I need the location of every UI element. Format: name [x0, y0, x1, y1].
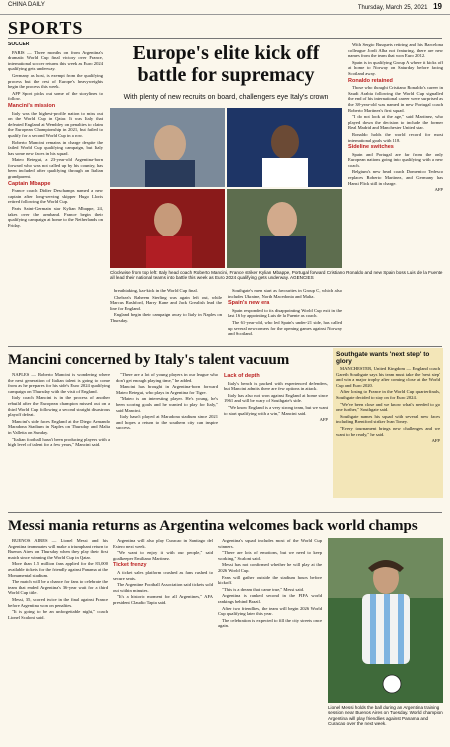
subhead: Mancini's mission — [8, 102, 56, 109]
messi-headline: Messi mania returns as Argentina welcomes back world champs — [8, 518, 418, 534]
paragraph: "This is a dream that came true," Messi said. — [222, 586, 305, 592]
paragraph: The celebration is expected to fill the city streets once again. — [218, 617, 322, 629]
paragraph: "It's a historic moment for all Argentines," AFA president Claudio Tapia said. — [113, 594, 213, 605]
paragraph: Italy has also not won against England at home since 1961 and will be wary of Southgate's side. — [224, 392, 328, 404]
main-headline: Europe's elite kick off battle for supremacy — [132, 42, 320, 86]
page-header — [0, 0, 450, 15]
paragraph: Messi, 35, scored twice in the final against France before Argentina won on penalties. — [8, 596, 108, 608]
paragraph: Italy's bench is packed with experienced defenders, but Mancini admits there are few options in attack. — [224, 380, 328, 392]
paragraph: England begin their campaign away to Italy in Naples on Thursday. — [110, 312, 222, 323]
paragraph: Italy was the highest-profile nation to miss out on the World Cup in Qatar. It was Italy that defeated England at Wembley on penalties to claim the European Championship in 2021, but failed to qualify for a second World Cup in a row. — [8, 110, 103, 138]
paragraph: Belgium's new head coach Domenico Tedesco replaces Roberto Martinez, and Germany has Hansi Flick still in charge. — [348, 169, 443, 186]
paragraph: With Sergio Busquets retiring and his Barcelona colleague Jordi Alba not featuring, there are new names from the team that won Euro 2012. — [348, 42, 443, 59]
collage-image — [110, 108, 342, 268]
paragraph: Chelsea's Raheem Sterling was again left out, while Marcus Rashford, Harry Kane and Jack Grealish lead the line for England. — [110, 294, 222, 311]
kicker: SOCCER — [8, 42, 30, 47]
paragraph: Roberto Mancini remains in charge despite the failed World Cup qualifying campaign, but Italy has some new faces in his squad. — [8, 139, 103, 156]
subhead: Sideline switches — [348, 144, 394, 151]
paragraph: Spain is in qualifying Group A where it kicks off at home to Norway on Saturday before facing Scotland away. — [348, 59, 443, 76]
box-text — [336, 366, 440, 494]
paragraph: BUENOS AIRES — Lionel Messi and his Argentina teammates will make a triumphant return to Buenos Aires on Thursday when they play their first match since winning the World Cup in Qatar. — [8, 538, 108, 560]
paragraph: Those who thought Cristiano Ronaldo's career in Saudi Arabia following the World Cup signalled the end of his international career were surprised as the 38-year-old was named in new Portugal coach Roberto Martinez's first squad. — [348, 85, 443, 113]
brand-name: CHINA DAILY — [8, 2, 45, 8]
paragraph: PARIS — Three months on from Argentina's dramatic World Cup final victory over France, international soccer returns this week as Euro 2024 qualifying gets underway. — [8, 49, 103, 72]
paragraph: Spain responded to its disappointing World Cup exit in the last 16 by appointing Luis de la Fuente as coach. — [228, 307, 342, 319]
main-deck: With plenty of new recruits on board, challengers eye Italy's crown — [123, 94, 329, 101]
left-column — [8, 42, 103, 342]
messi-photo — [328, 538, 443, 703]
photo-caption: Clockwise from top left: Italy head coach Roberto Mancini, France striker Kylian Mbappe, Portugal forward Cristiano Ronaldo and new Spain boss Luis de la Fuente all lead their national teams into battle this week as Euro 2024 qualifying gets underway. AGENCIES — [110, 270, 443, 281]
paragraph: Southgate's men start as favourites in Group C, which also includes Ukraine, North Macedonia and Malta. — [228, 288, 342, 299]
paragraph: Fans will gather outside the stadium hours before kickoff. — [218, 574, 322, 586]
messi-caption: Lionel Messi holds the ball during an Argentina training session near Buenos Aires on Tuesday. World champion Argentina will play friendlies against Panama and Curacao over the next week. — [328, 705, 443, 727]
mancini-col-3 — [224, 372, 328, 506]
paragraph: Spain and Portugal are far from the only European nations going into qualifying with a new coach. — [348, 151, 443, 168]
divider — [8, 512, 442, 513]
brand-label — [8, 2, 45, 8]
date-page — [358, 2, 442, 11]
mancini-col-2 — [116, 372, 218, 506]
paragraph: breathtaking, kar-kick in the World Cup final. — [114, 288, 198, 293]
main-col-2 — [228, 288, 342, 340]
paragraph: Italy coach Mancini is in the process of another rebuild after the European champion missed out on a third World Cup following a second straight disastrous playoff defeat. — [8, 395, 110, 418]
paragraph: NAPLES — Roberto Mancini is wondering where the next generation of Italian talent is going to come from as he prepares for his side's Euro 2024 qualifying campaign on Thursday with the visit of England. — [8, 372, 110, 394]
paragraph: After losing to France in the World Cup quarterfinals, Southgate decided to stay on for Euro 2024. — [336, 389, 440, 400]
southgate-box — [333, 348, 443, 498]
paragraph: "Italian football hasn't been producing players with a high level of talent for a few years," Mancini said. — [8, 436, 110, 448]
paragraph: Argentina's squad includes most of the World Cup winners. — [218, 538, 322, 549]
paragraph: A ticket sales platform crashed as fans rushed to secure seats. — [113, 569, 213, 581]
paragraph: "We want to enjoy it with our people," said goalkeeper Emiliano Martinez. — [113, 550, 213, 561]
paragraph: Paris Saint-Germain star Kylian Mbappe, 24, takes over the armband. France begin their qualifying campaign at home to the Netherlands on Friday. — [8, 206, 103, 228]
paragraph: Argentina is ranked second in the FIFA world rankings behind Brazil. — [218, 593, 322, 604]
messi-col-3 — [218, 538, 322, 742]
paragraph: France coach Didier Deschamps named a new captain after long-serving skipper Hugo Lloris retired following the World Cup. — [8, 188, 103, 205]
paragraph: Messi has not confirmed whether he will play at the 2026 World Cup. — [218, 562, 322, 573]
subhead: Ronaldo retained — [348, 77, 393, 84]
paragraph: Argentina will also play Curacao in Santiago del Estero next week. — [113, 538, 213, 549]
paragraph: "There are lots of emotions, but we need to keep working," Scaloni said. — [218, 550, 322, 561]
paragraph: MANCHESTER, United Kingdom — England coach Gareth Southgate says his team must take the 'next step' and win a major trophy after coming close at the World Cup and Euro 2020. — [336, 366, 440, 388]
paragraph: "There are a lot of young players in our league who don't get enough playing time," he added. — [116, 372, 218, 383]
box-title: Southgate wants 'next step' to glory — [336, 351, 430, 365]
paragraph: Mancini has brought in Argentina-born forward Mateo Retegui, who plays in Argentina for Tigre. — [116, 384, 218, 395]
paragraph: "Mateo is an interesting player. He's young, he's been scoring goals and he wanted to play for Italy," said Mancini. — [116, 396, 218, 413]
paragraph: More than 1.5 million fans applied for the 83,000 available tickets for the friendly against Panama at the Monumental stadium. — [8, 561, 108, 578]
divider — [8, 38, 442, 39]
paragraph: The match will be a chance for fans to celebrate the team that ended Argentina's 36-year wait for a third World Cup title. — [8, 579, 108, 596]
subhead: Captain Mbappe — [8, 180, 51, 187]
date-label: Thursday, March 25, 2021 — [357, 5, 428, 11]
divider — [8, 346, 442, 347]
messi-image — [328, 538, 443, 703]
subhead: Ticket frenzy — [113, 562, 147, 569]
credit: AFP — [431, 438, 440, 444]
main-col-1 — [110, 288, 222, 340]
paragraph: "Every tournament brings new challenges and we want to be ready," he said. — [336, 425, 440, 437]
paragraph: "I do not look at the age," said Martinez, who played down the decision to include the former Real Madrid and Manchester United star. — [348, 114, 443, 131]
right-column — [348, 42, 443, 268]
paragraph: The 61-year-old, who led Spain's under-21 side, has called up several newcomers for the opening games against Norway and Scotland. — [228, 319, 342, 337]
paragraph: The Argentine Football Association said tickets sold out within minutes. — [113, 582, 213, 593]
paragraph: AFP Sport picks out some of the storylines to follow. — [8, 90, 103, 102]
messi-col-2 — [113, 538, 213, 742]
paragraph: Southgate names his squad with several new faces including Brentford striker Ivan Toney. — [336, 413, 440, 425]
paragraph: After two friendlies, the team will begin 2026 World Cup qualifying later this year. — [218, 605, 322, 617]
messi-col-1 — [8, 538, 108, 742]
paragraph: Germany as host, is exempt from the qualifying process but the rest of Europe's heavyweights begin the process this week. — [8, 72, 103, 90]
paragraph: "We've been close and we know what's needed to go one further," Southgate said. — [336, 401, 440, 413]
credit: AFP — [434, 187, 443, 193]
paragraph: Ronaldo holds the world record for most international goals with 118. — [348, 131, 443, 143]
photo-collage — [110, 108, 342, 268]
page-number: 19 — [433, 2, 442, 11]
paragraph: Mancini's side faces England at the Diego Armando Maradona Stadium in Naples on Thursday and Malta in Valletta on Sunday. — [8, 418, 110, 435]
subhead: Spain's new era — [228, 300, 270, 307]
paragraph: "We know England is a very strong team, but we want to start qualifying with a win," Mancini said. — [224, 404, 328, 416]
credit: AFP — [319, 417, 328, 423]
paragraph: "It is going to be an unforgettable night," coach Lionel Scaloni said. — [8, 609, 108, 620]
paragraph: Italy hasn't played at Maradona stadium since 2021 and hopes a return to the southern city can inspire success. — [116, 414, 218, 431]
section-title: SPORTS — [8, 18, 84, 38]
mancini-col-1 — [8, 372, 110, 506]
mancini-headline: Mancini concerned by Italy's talent vacuum — [8, 352, 290, 368]
paragraph: Mateo Retegui, a 23-year-old Argentina-born forward who was not called up by his country, has been included after qualifying through an Italian grandparent. — [8, 157, 103, 180]
subhead: Lack of depth — [224, 373, 260, 379]
